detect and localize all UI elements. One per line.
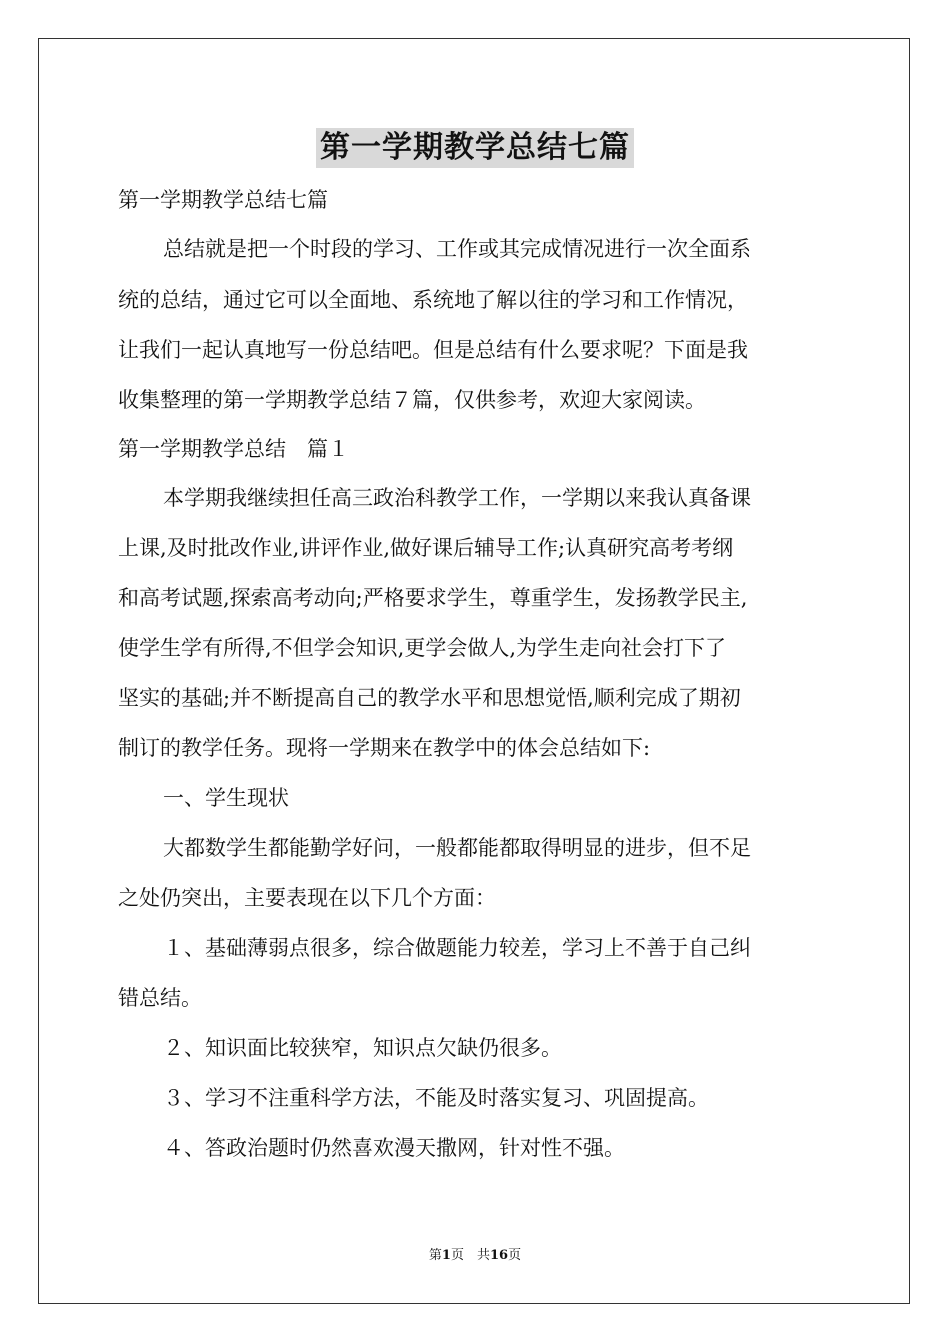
page-prefix: 第 — [428, 1248, 442, 1263]
page-mid: 页 共 — [450, 1248, 490, 1263]
point-heading: 一、学生现状 — [163, 786, 289, 810]
intro-line-4: 收集整理的第一学期教学总结７篇，仅供参考，欢迎大家阅读。 — [118, 388, 706, 412]
body-line-4: 使学生学有所得,不但学会知识,更学会做人,为学生走向社会打下了 — [118, 636, 727, 660]
total-page-count: 16 — [489, 1248, 509, 1263]
document-title: 第一学期教学总结七篇 — [316, 128, 634, 168]
title-container — [0, 128, 950, 168]
intro-line-2: 统的总结，通过它可以全面地、系统地了解以往的学习和工作情况， — [118, 288, 748, 312]
intro-line-3: 让我们一起认真地写一份总结吧。但是总结有什么要求呢？下面是我 — [118, 338, 748, 362]
body-line-5: 坚实的基础;并不断提高自己的教学水平和思想觉悟,顺利完成了期初 — [118, 686, 741, 710]
intro-line-1: 总结就是把一个时段的学习、工作或其完成情况进行一次全面系 — [163, 237, 751, 261]
page-footer — [0, 1248, 950, 1264]
subtitle: 第一学期教学总结七篇 — [118, 188, 328, 212]
page-suffix: 页 — [508, 1248, 522, 1263]
item-2: ２、知识面比较狭窄，知识点欠缺仍很多。 — [163, 1036, 562, 1060]
item-3: ３、学习不注重科学方法，不能及时落实复习、巩固提高。 — [163, 1086, 709, 1110]
body-line-6: 制订的教学任务。现将一学期来在教学中的体会总结如下: — [118, 736, 651, 760]
status-line-2: 之处仍突出，主要表现在以下几个方面： — [118, 886, 496, 910]
status-line-1: 大都数学生都能勤学好问，一般都能都取得明显的进步，但不足 — [163, 836, 751, 860]
body-line-1: 本学期我继续担任高三政治科教学工作，一学期以来我认真备课 — [163, 486, 751, 510]
body-line-3: 和高考试题,探索高考动向;严格要求学生，尊重学生，发扬教学民主, — [118, 586, 748, 610]
current-page-number: 1 — [441, 1248, 451, 1263]
page-border — [38, 38, 910, 1304]
item-1-line-1: １、基础薄弱点很多，综合做题能力较差，学习上不善于自己纠 — [163, 936, 751, 960]
item-4: ４、答政治题时仍然喜欢漫天撒网，针对性不强。 — [163, 1136, 625, 1160]
section-heading: 第一学期教学总结 篇１ — [118, 437, 349, 461]
body-line-2: 上课,及时批改作业,讲评作业,做好课后辅导工作;认真研究高考考纲 — [118, 536, 734, 560]
item-1-line-2: 错总结。 — [118, 986, 202, 1010]
